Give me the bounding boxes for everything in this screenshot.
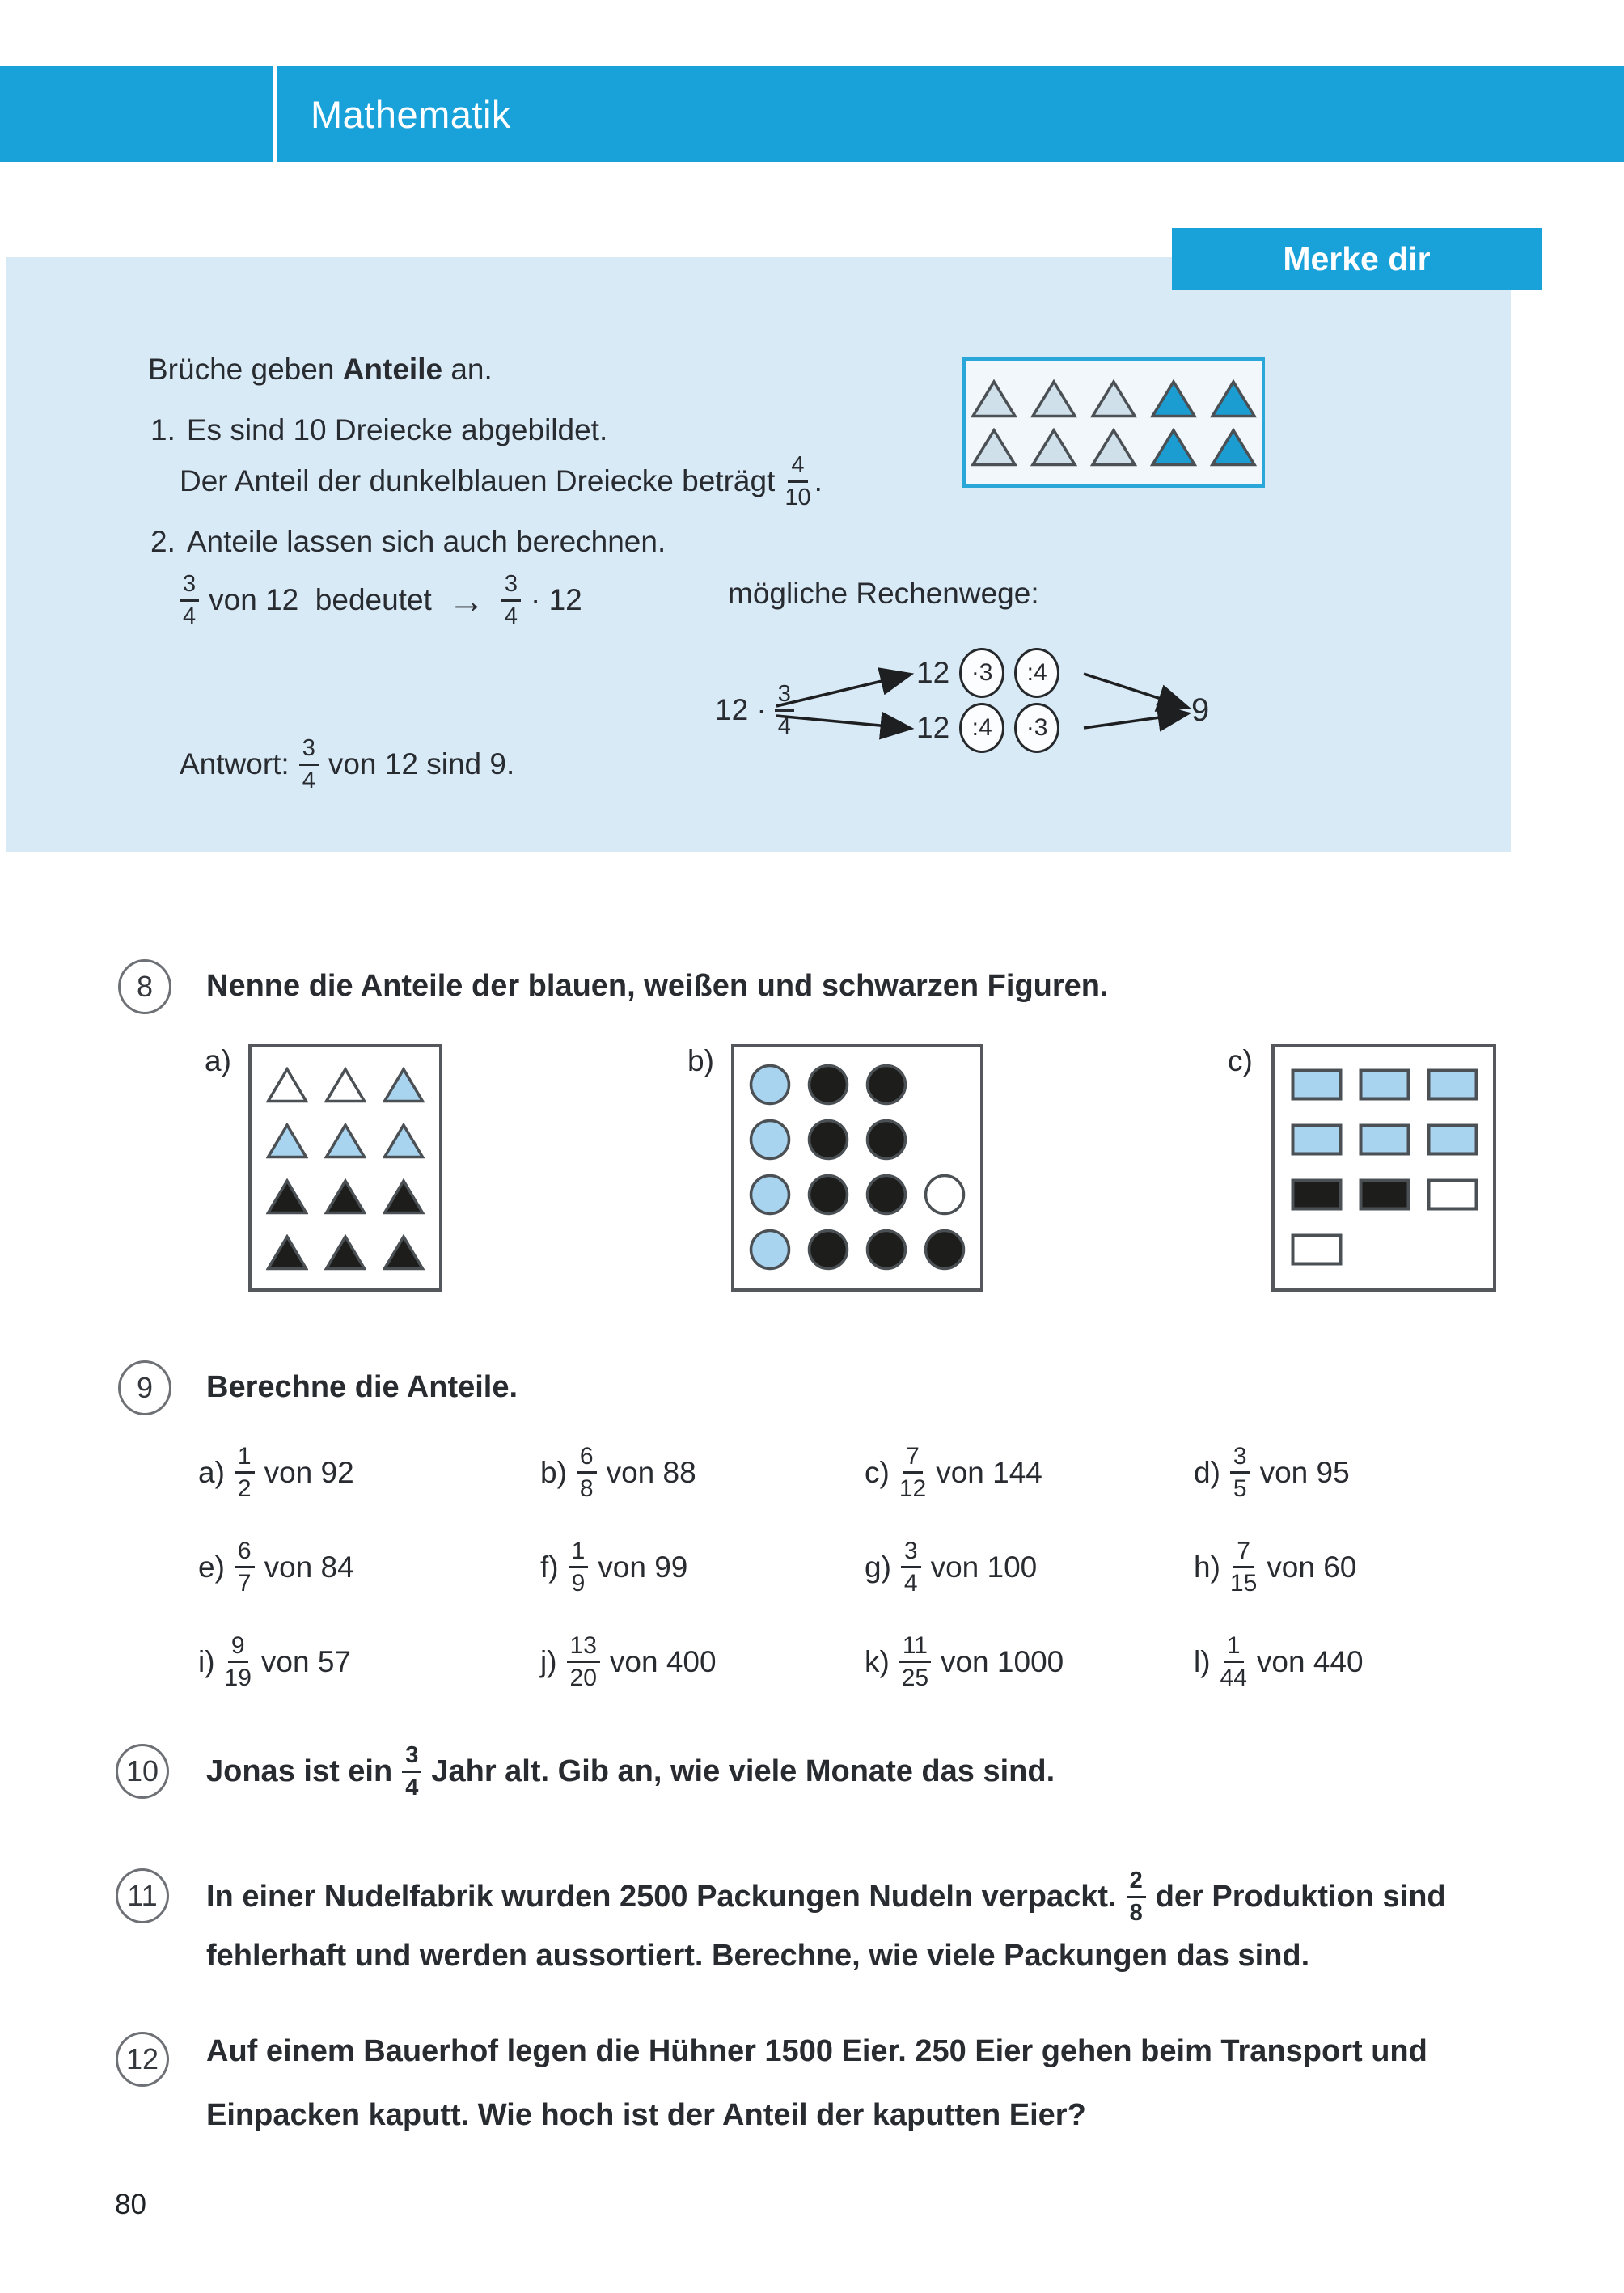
- item-text: von 144: [936, 1455, 1042, 1489]
- item-text: von 92: [264, 1455, 354, 1489]
- fraction-denominator: 15: [1229, 1570, 1258, 1597]
- triangle-figure-box: [962, 357, 1265, 488]
- figure-row: [266, 1178, 439, 1215]
- dark-triangle: [1150, 379, 1197, 418]
- item-label: b): [540, 1455, 567, 1489]
- triangle-row: [971, 379, 1257, 418]
- figure-a-label: a): [205, 1044, 231, 1077]
- item-label: j): [540, 1644, 557, 1678]
- diagram-top-first: 12: [916, 656, 950, 689]
- exercise-9-item: [865, 1444, 1194, 1502]
- fraction-3-4: $\frac{3}{4}$: [775, 682, 794, 738]
- light-triangle: [1030, 428, 1077, 467]
- fraction-2-8: $\frac{2}{8}$: [1127, 1868, 1146, 1925]
- exercise-9-item: [1194, 1633, 1508, 1691]
- figure-c: [1228, 1044, 1496, 1292]
- header-bar: [0, 66, 1624, 162]
- item-label: l): [1194, 1644, 1211, 1678]
- black-circle: [865, 1119, 907, 1161]
- operation-circle: ·3: [959, 648, 1004, 698]
- item1-line2-text: Der Anteil der dunkelblauen Dreiecke beträgt: [180, 464, 776, 497]
- exercise-9-item: [540, 1633, 865, 1691]
- ex11-line1-post: der Produktion sind: [1155, 1879, 1446, 1914]
- white-rect: [1427, 1178, 1478, 1211]
- black-circle: [865, 1174, 907, 1216]
- merke-item1: [150, 413, 607, 447]
- item-label: c): [865, 1455, 890, 1489]
- ex11-line1-pre: In einer Nudelfabrik wurden 2500 Packungen Nudeln verpackt.: [206, 1879, 1117, 1914]
- item1-text: Es sind 10 Dreiecke abgebildet.: [186, 413, 608, 446]
- fraction-denominator: 44: [1220, 1665, 1247, 1691]
- item-label: d): [1194, 1455, 1220, 1489]
- operation-circle: ·3: [1014, 703, 1059, 753]
- exercise-9-item: [198, 1538, 540, 1597]
- merke-item2: [150, 525, 666, 559]
- figure-row: [749, 1229, 980, 1271]
- white-circle: [924, 1174, 966, 1216]
- fraction-3-4: $\frac{3}{4}$: [501, 572, 521, 628]
- blue-triangle: [324, 1123, 366, 1159]
- blue-rect: [1291, 1123, 1343, 1156]
- exercise-9-number: 9: [118, 1360, 171, 1415]
- item-text: von 84: [264, 1550, 354, 1584]
- fraction-denominator: 12: [899, 1475, 927, 1502]
- figure-a: [205, 1044, 442, 1292]
- figure-b-box: [731, 1044, 983, 1292]
- black-circle: [865, 1229, 907, 1271]
- example-tail-text: · 12: [530, 583, 582, 616]
- fraction-13-20: [567, 1633, 600, 1691]
- figure-row: [266, 1234, 439, 1271]
- item1-period: .: [814, 464, 823, 497]
- figure-row: [749, 1174, 980, 1216]
- fraction-denominator: 25: [901, 1665, 929, 1691]
- item-label: k): [865, 1644, 890, 1678]
- fraction-7-15: [1230, 1538, 1257, 1597]
- diagram-bottom-first: 12: [916, 711, 950, 744]
- operation-circle: :4: [1014, 648, 1059, 698]
- fraction-numerator: 1: [569, 1538, 589, 1569]
- fraction-6-7: [235, 1538, 255, 1597]
- item-text: von 440: [1256, 1644, 1364, 1678]
- blue-rect: [1427, 1123, 1478, 1156]
- black-triangle: [266, 1234, 308, 1271]
- item-label: h): [1194, 1550, 1220, 1584]
- figure-b-label: b): [687, 1044, 714, 1077]
- exercise-8-number: 8: [118, 959, 171, 1014]
- black-rect: [1359, 1178, 1410, 1211]
- exercise-9-items: [198, 1425, 1508, 1709]
- intro-bold: Anteile: [342, 353, 443, 386]
- fraction-numerator: 1: [235, 1444, 255, 1474]
- figure-row: [1291, 1233, 1493, 1266]
- item-label: i): [198, 1644, 215, 1678]
- dark-triangle: [1210, 379, 1257, 418]
- black-circle: [807, 1064, 849, 1106]
- fraction-7-12: [899, 1444, 926, 1502]
- blue-circle: [749, 1119, 791, 1161]
- fraction-denominator: 9: [571, 1570, 586, 1597]
- white-rect: [1291, 1233, 1343, 1266]
- fraction-denominator: 7: [237, 1570, 252, 1597]
- ex10-pre: Jonas ist ein: [206, 1754, 393, 1788]
- example-mid-text: von 12 bedeutet: [209, 583, 432, 616]
- item-text: von 60: [1267, 1550, 1357, 1584]
- exercise-11-line2: fehlerhaft und werden aussortiert. Berechne, wie viele Packungen das sind.: [206, 1939, 1310, 1973]
- exercise-12-number: 12: [116, 2032, 169, 2087]
- rechenwege-note: mögliche Rechenwege:: [728, 577, 1039, 610]
- exercise-8-title: Nenne die Anteile der blauen, weißen und schwarzen Figuren.: [206, 969, 1109, 1003]
- intro-post: an.: [442, 353, 493, 386]
- item-text: von 57: [260, 1644, 352, 1678]
- fraction-3-4: $\frac{3}{4}$: [402, 1743, 421, 1800]
- exercise-10-number: 10: [116, 1744, 169, 1799]
- blue-rect: [1427, 1068, 1478, 1101]
- merke-intro: [148, 353, 493, 387]
- blue-circle: [749, 1229, 791, 1271]
- black-circle: [865, 1064, 907, 1106]
- black-triangle: [266, 1178, 308, 1215]
- black-circle: [807, 1174, 849, 1216]
- exercise-9-item: [198, 1633, 540, 1691]
- merke-example-line: [180, 566, 582, 634]
- fraction-numerator: 3: [901, 1538, 921, 1569]
- light-triangle: [971, 379, 1017, 418]
- fraction-3-5: [1230, 1444, 1250, 1502]
- merke-dir-label: Merke dir: [1172, 228, 1542, 290]
- figure-row: [266, 1123, 439, 1159]
- exercise-9-item: [198, 1444, 540, 1502]
- item2-text: Anteile lassen sich auch berechnen.: [186, 525, 666, 558]
- fraction-3-4: $\frac{3}{4}$: [180, 572, 199, 628]
- fraction-denominator: 20: [569, 1665, 597, 1691]
- diagram-arrows: [756, 643, 1209, 785]
- light-triangle: [971, 428, 1017, 467]
- exercise-10-text: [206, 1737, 1055, 1805]
- blue-rect: [1291, 1068, 1343, 1101]
- blue-circle: [749, 1174, 791, 1216]
- black-circle: [924, 1229, 966, 1271]
- fraction-9-19: [225, 1633, 252, 1691]
- figure-c-label: c): [1228, 1044, 1253, 1077]
- fraction-numerator: 13: [567, 1633, 600, 1664]
- item-text: von 95: [1259, 1455, 1350, 1489]
- figure-b: [687, 1044, 983, 1292]
- item-label: a): [198, 1455, 225, 1489]
- blue-rect: [1359, 1123, 1410, 1156]
- fraction-numerator: 7: [903, 1444, 923, 1474]
- item-text: von 88: [606, 1455, 696, 1489]
- figure-row: [1291, 1178, 1493, 1211]
- light-triangle: [1090, 428, 1137, 467]
- page-number: 80: [115, 2189, 146, 2220]
- fraction-denominator: 4: [903, 1570, 918, 1597]
- fraction-4-10: $\frac{4}{10}$: [785, 452, 811, 510]
- exercise-11-number: 11: [116, 1868, 169, 1923]
- black-triangle: [324, 1178, 366, 1215]
- blue-triangle: [383, 1123, 425, 1159]
- blue-circle: [749, 1064, 791, 1106]
- exercise-9-item: [1194, 1444, 1508, 1502]
- figure-row: [266, 1067, 439, 1103]
- ex10-post: Jahr alt. Gib an, wie viele Monate das sind.: [431, 1754, 1055, 1788]
- exercise-9-item: [865, 1538, 1194, 1597]
- dark-triangle: [1210, 428, 1257, 467]
- figure-row: [749, 1119, 980, 1161]
- exercise-11-line1: [206, 1863, 1446, 1931]
- black-triangle: [383, 1178, 425, 1215]
- black-circle: [807, 1119, 849, 1161]
- item-text: von 99: [598, 1550, 688, 1584]
- figure-row: [1291, 1123, 1493, 1156]
- fraction-denominator: 8: [579, 1475, 594, 1502]
- antwort-label: Antwort:: [180, 747, 290, 781]
- figure-a-box: [248, 1044, 442, 1292]
- dark-triangle: [1150, 428, 1197, 467]
- item-text: von 100: [930, 1550, 1038, 1584]
- exercise-9-item: [540, 1444, 865, 1502]
- figure-c-box: [1271, 1044, 1496, 1292]
- fraction-numerator: 9: [228, 1633, 248, 1664]
- merke-item1-line2: [180, 446, 823, 516]
- light-triangle: [1090, 379, 1137, 418]
- light-triangle: [1030, 379, 1077, 418]
- intro-pre: Brüche geben: [148, 353, 343, 386]
- fraction-11-25: [899, 1633, 931, 1691]
- fraction-1-44: [1220, 1633, 1247, 1691]
- black-triangle: [324, 1234, 366, 1271]
- fraction-numerator: 7: [1233, 1538, 1254, 1569]
- antwort-text: von 12 sind 9.: [328, 747, 515, 781]
- exercise-9-item: [540, 1538, 865, 1597]
- fraction-3-4: [901, 1538, 921, 1597]
- exercise-9-item: [865, 1633, 1194, 1691]
- fraction-numerator: 11: [899, 1633, 931, 1664]
- blue-triangle: [266, 1123, 308, 1159]
- fraction-denominator: 19: [224, 1665, 252, 1691]
- black-circle: [807, 1229, 849, 1271]
- fraction-numerator: 1: [1224, 1633, 1244, 1664]
- item-label: f): [540, 1550, 559, 1584]
- fraction-1-2: [235, 1444, 255, 1502]
- exercise-12-line2: Einpacken kaputt. Wie hoch ist der Anteil der kaputten Eier?: [206, 2098, 1086, 2132]
- right-arrow-icon: →: [447, 579, 485, 621]
- diagram-left-text: 12 ·: [715, 693, 767, 726]
- fraction-numerator: 3: [1230, 1444, 1250, 1474]
- diagram-result: 9: [1191, 692, 1210, 728]
- item-text: von 1000: [940, 1644, 1064, 1678]
- black-triangle: [383, 1234, 425, 1271]
- item-text: von 400: [609, 1644, 717, 1678]
- fraction-denominator: 2: [237, 1475, 252, 1502]
- fraction-3-4: $\frac{3}{4}$: [299, 736, 319, 793]
- exercise-9-title: Berechne die Anteile.: [206, 1370, 518, 1404]
- blue-rect: [1359, 1068, 1410, 1101]
- page-title: Mathematik: [311, 92, 511, 136]
- fraction-1-9: [569, 1538, 589, 1597]
- exercise-12-line1: Auf einem Bauerhof legen die Hühner 1500 Eier. 250 Eier gehen beim Transport und: [206, 2034, 1427, 2068]
- item-label: e): [198, 1550, 225, 1584]
- white-triangle: [266, 1067, 308, 1103]
- figure-row: [749, 1064, 980, 1106]
- exercise-9-item: [1194, 1538, 1508, 1597]
- figure-row: [1291, 1068, 1493, 1101]
- blue-triangle: [383, 1067, 425, 1103]
- white-triangle: [324, 1067, 366, 1103]
- fraction-numerator: 6: [577, 1444, 597, 1474]
- item1-number: 1.: [150, 413, 176, 446]
- triangle-row: [971, 428, 1257, 467]
- item-label: g): [865, 1550, 891, 1584]
- antwort-line: [180, 730, 514, 798]
- fraction-denominator: 5: [1233, 1475, 1247, 1502]
- black-rect: [1291, 1178, 1343, 1211]
- header-divider: [273, 66, 277, 162]
- fraction-numerator: 6: [235, 1538, 255, 1569]
- item2-number: 2.: [150, 525, 176, 558]
- operation-circle: :4: [959, 703, 1004, 753]
- fraction-6-8: [577, 1444, 597, 1502]
